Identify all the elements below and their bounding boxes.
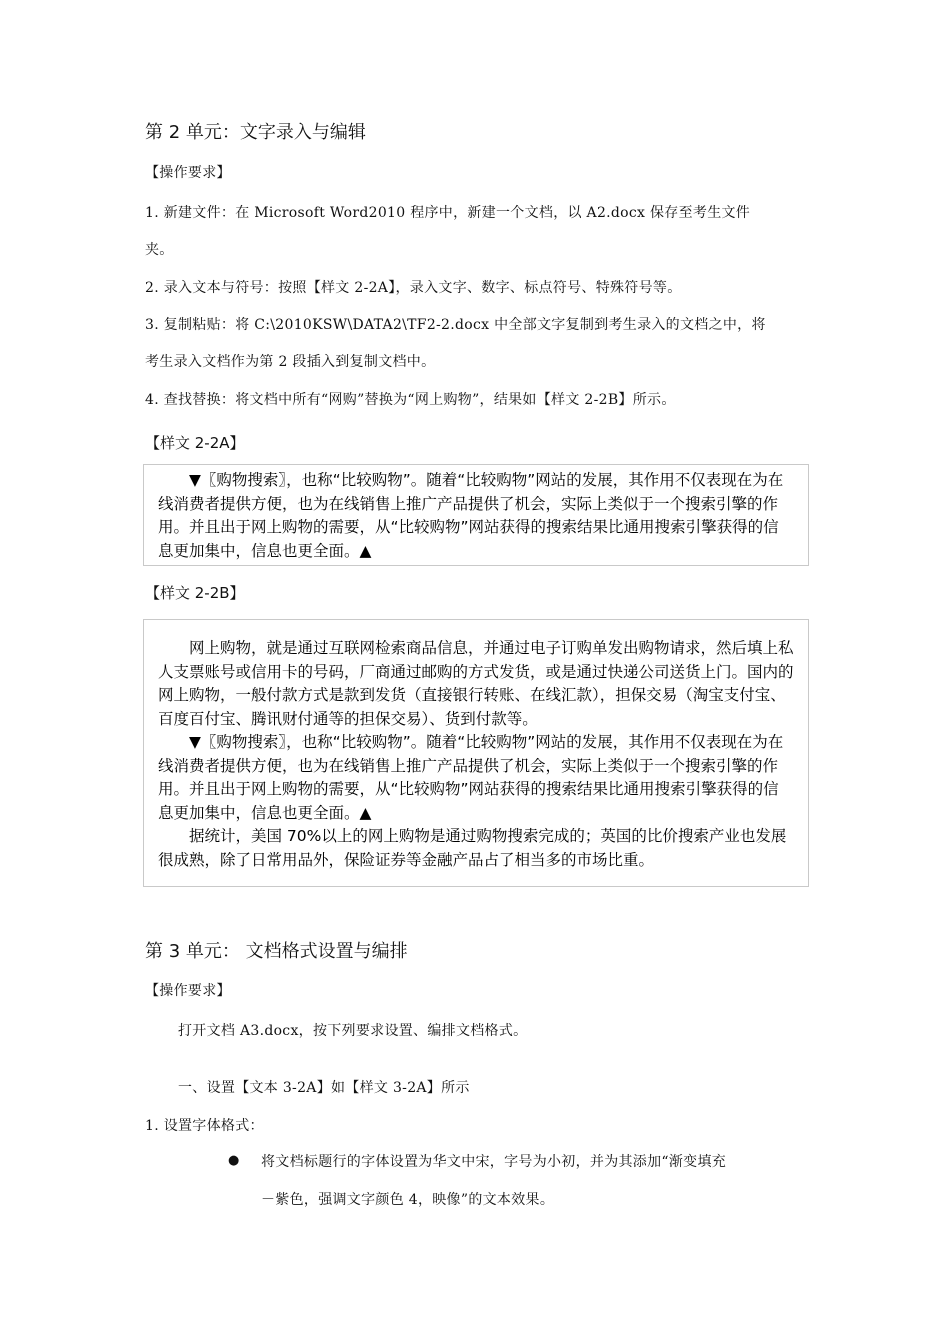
unit3-title: 第 3 单元： 文档格式设置与编排 — [145, 941, 408, 962]
unit3-bullet-text-line-1: 将文档标题行的字体设置为华文中宋，字号为小初，并为其添加“渐变填充 — [261, 1154, 727, 1170]
unit3-section-1: 一、设置【文本 3-2A】如【样文 3-2A】所示 — [178, 1080, 470, 1096]
sample-2-2a-paragraph: ▼〖购物搜索〗，也称“比较购物”。随着“比较购物”网站的发展，其作用不仅表现在为在线消费者提供方便，也为在线销售上推广产品提供了机会，实际上类似于一个搜索引擎的作用。并且出于网上购物的需要，从“比较购物”网站获得的搜索结果比通用搜索引擎获得的信息更加集中，信息也更全面。▲ — [158, 471, 784, 560]
unit2-requirements-label: 【操作要求】 — [145, 165, 231, 181]
unit2-item-3-cont: 考生录入文档作为第 2 段插入到复制文档中。 — [145, 354, 436, 370]
sample-2-2b-paragraph-3: 据统计，美国 70%以上的网上购物是通过购物搜索完成的；英国的比价搜索产业也发展很成熟，除了日常用品外，保险证券等金融产品占了相当多的市场比重。 — [158, 827, 787, 869]
unit2-item-1: 1. 新建文件：在 Microsoft Word2010 程序中，新建一个文档，以 A2.docx 保存至考生文件 — [145, 205, 751, 221]
unit3-bullet-text-line-2: －紫色，强调文字颜色 4，映像”的文本效果。 — [261, 1192, 555, 1208]
sample-2-2b-paragraph-1: 网上购物，就是通过互联网检索商品信息，并通过电子订购单发出购物请求，然后填上私人支票账号或信用卡的号码，厂商通过邮购的方式发货，或是通过快递公司送货上门。国内的网上购物，一般付款方式是款到发货（直接银行转账、在线汇款），担保交易（淘宝支付宝、百度百付宝、腾讯财付通等的担保交易）、货到付款等。 — [158, 639, 794, 728]
unit2-item-4: 4. 查找替换：将文档中所有“网购”替换为“网上购物”，结果如【样文 2-2B】所示。 — [145, 392, 676, 408]
unit3-requirements-label: 【操作要求】 — [145, 983, 231, 999]
unit2-item-2: 2. 录入文本与符号：按照【样文 2-2A】，录入文字、数字、标点符号、特殊符号等。 — [145, 280, 682, 296]
sample-2-2b-paragraph-2: ▼〖购物搜索〗，也称“比较购物”。随着“比较购物”网站的发展，其作用不仅表现在为在线消费者提供方便，也为在线销售上推广产品提供了机会，实际上类似于一个搜索引擎的作用。并且出于网上购物的需要，从“比较购物”网站获得的搜索结果比通用搜索引擎获得的信息更加集中，信息也更全面。▲ — [158, 733, 784, 822]
sample-2-2a-box — [143, 464, 809, 566]
sample-2-2a-label: 【样文 2-2A】 — [145, 434, 245, 452]
unit2-title: 第 2 单元：文字录入与编辑 — [145, 122, 366, 143]
sample-2-2b-box — [143, 619, 809, 887]
unit3-item-1: 1. 设置字体格式： — [145, 1118, 264, 1134]
bullet-icon: ● — [228, 1153, 240, 1168]
sample-2-2b-label: 【样文 2-2B】 — [145, 584, 245, 602]
unit2-item-1-cont: 夹。 — [145, 242, 174, 258]
unit3-intro: 打开文档 A3.docx，按下列要求设置、编排文档格式。 — [178, 1023, 528, 1039]
unit2-item-3: 3. 复制粘贴：将 C:\2010KSW\DATA2\TF2-2.docx 中全部文字复制到考生录入的文档之中，将 — [145, 317, 766, 333]
